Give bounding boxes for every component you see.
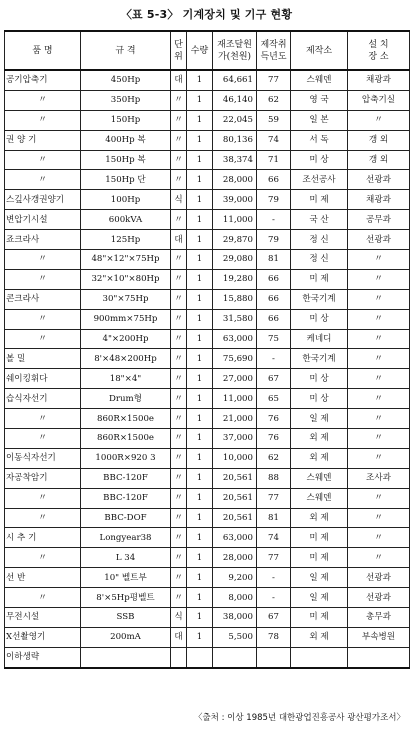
table-row [5,110,410,130]
cell-name: 쉐이킹휘다 [5,369,81,389]
cell-year: - [257,588,291,608]
cell-qty: 1 [187,349,213,369]
cell-place: 부속병원 [348,627,410,647]
table-row [5,389,410,409]
cell-maker: 영 국 [291,90,348,110]
cell-unit: 〃 [171,548,187,568]
cell-maker: 정 신 [291,230,348,250]
cell-maker: 조선공사 [291,170,348,190]
cell-name: 공기압축기 [5,70,81,90]
table-row [5,90,410,110]
cell-spec: 200mA [81,627,171,647]
cell-qty: 1 [187,110,213,130]
cell-unit: 〃 [171,170,187,190]
cell-year: 76 [257,429,291,449]
cell-spec: 860R×1500e [81,429,171,449]
cell-place: 선광과 [348,588,410,608]
cell-qty: 1 [187,269,213,289]
table-title: 〈표 5-3〉 기계장치 및 기구 현황 [120,8,293,21]
cell-price: 37,000 [213,429,257,449]
cell-price: 64,661 [213,70,257,90]
cell-qty: 1 [187,369,213,389]
cell-unit: 〃 [171,488,187,508]
cell-year: 88 [257,468,291,488]
cell-spec: BBC-120F [81,468,171,488]
table-row [5,568,410,588]
cell-maker: 케네디 [291,329,348,349]
cell-spec: 600kVA [81,210,171,230]
cell-spec: 100Hp [81,190,171,210]
cell-maker: 미 제 [291,548,348,568]
cell-place: 〃 [348,488,410,508]
cell-price: 22,045 [213,110,257,130]
table-row [5,548,410,568]
cell-price: 75,690 [213,349,257,369]
cell-name: 〃 [5,488,81,508]
cell-maker [291,647,348,667]
cell-price: 5,500 [213,627,257,647]
cell-name: 자공착암기 [5,468,81,488]
cell-unit: 〃 [171,349,187,369]
cell-qty: 1 [187,329,213,349]
cell-spec: 350Hp [81,90,171,110]
cell-name: 권 양 기 [5,130,81,150]
cell-year: 76 [257,409,291,429]
cell-unit: 〃 [171,409,187,429]
cell-name: 〃 [5,170,81,190]
cell-unit [171,647,187,667]
cell-name: 〃 [5,588,81,608]
table-row [5,70,410,90]
cell-year: 77 [257,70,291,90]
table-row [5,170,410,190]
cell-unit: 〃 [171,329,187,349]
cell-place: 〃 [348,528,410,548]
header-row [5,31,410,70]
cell-qty: 1 [187,90,213,110]
cell-name: 〃 [5,309,81,329]
cell-year: 71 [257,150,291,170]
header-price: 재조달원 가(천원) [213,31,257,70]
cell-spec: 900mm×75Hp [81,309,171,329]
cell-place: 선광과 [348,568,410,588]
cell-year: 59 [257,110,291,130]
cell-name: 죠크라사 [5,230,81,250]
cell-qty: 1 [187,588,213,608]
cell-qty: 1 [187,568,213,588]
cell-place: 〃 [348,409,410,429]
cell-year: 81 [257,250,291,270]
cell-qty: 1 [187,210,213,230]
cell-unit: 〃 [171,528,187,548]
cell-year: 66 [257,289,291,309]
cell-place: 〃 [348,548,410,568]
cell-qty: 1 [187,150,213,170]
cell-place: 선광과 [348,170,410,190]
cell-name: 〃 [5,409,81,429]
table-row [5,488,410,508]
table-row [5,269,410,289]
cell-place: 〃 [348,110,410,130]
cell-year: - [257,349,291,369]
cell-maker: 일 본 [291,110,348,130]
cell-unit: 〃 [171,389,187,409]
table-row [5,608,410,628]
cell-spec: BBC-120F [81,488,171,508]
cell-maker: 미 상 [291,389,348,409]
cell-unit: 〃 [171,568,187,588]
cell-qty: 1 [187,508,213,528]
cell-year: 66 [257,269,291,289]
cell-place: 〃 [348,329,410,349]
cell-unit: 〃 [171,130,187,150]
cell-place: 압축기실 [348,90,410,110]
cell-unit: 〃 [171,429,187,449]
cell-qty: 1 [187,528,213,548]
cell-maker: 스웨덴 [291,468,348,488]
cell-year: 74 [257,130,291,150]
cell-price: 38,374 [213,150,257,170]
cell-qty: 1 [187,429,213,449]
cell-spec: 150Hp [81,110,171,130]
cell-maker: 한국기계 [291,349,348,369]
cell-maker: 미 상 [291,309,348,329]
cell-price: 80,136 [213,130,257,150]
cell-place: 〃 [348,269,410,289]
cell-year: 79 [257,190,291,210]
cell-qty: 1 [187,608,213,628]
cell-price: 28,000 [213,548,257,568]
cell-place: 〃 [348,448,410,468]
cell-spec: Drum형 [81,389,171,409]
cell-name: 〃 [5,90,81,110]
cell-name: 변압기시설 [5,210,81,230]
cell-price: 15,880 [213,289,257,309]
cell-qty: 1 [187,70,213,90]
cell-price: 46,140 [213,90,257,110]
cell-spec: 48"×12"×75Hp [81,250,171,270]
cell-qty: 1 [187,468,213,488]
cell-qty: 1 [187,250,213,270]
header-name: 품 명 [5,31,81,70]
cell-unit: 식 [171,608,187,628]
cell-maker: 국 산 [291,210,348,230]
cell-unit: 〃 [171,250,187,270]
cell-qty: 1 [187,170,213,190]
cell-maker: 미 제 [291,608,348,628]
cell-name: 콘크라사 [5,289,81,309]
cell-maker: 일 제 [291,568,348,588]
cell-qty: 1 [187,130,213,150]
cell-name: 무전시설 [5,608,81,628]
cell-maker: 스웨덴 [291,70,348,90]
cell-place: 〃 [348,250,410,270]
cell-price: 63,000 [213,528,257,548]
table-row [5,627,410,647]
table-row [5,448,410,468]
table-row [5,230,410,250]
cell-name: 〃 [5,508,81,528]
cell-year: 79 [257,230,291,250]
cell-year: 77 [257,548,291,568]
cell-price: 20,561 [213,508,257,528]
cell-unit: 〃 [171,90,187,110]
cell-name: 스깊사갱권양기 [5,190,81,210]
table-row [5,409,410,429]
cell-name: 습식자선기 [5,389,81,409]
cell-name: 〃 [5,250,81,270]
cell-qty: 1 [187,190,213,210]
cell-price: 10,000 [213,448,257,468]
cell-price [213,647,257,667]
cell-qty: 1 [187,448,213,468]
cell-qty: 1 [187,488,213,508]
cell-place: 〃 [348,349,410,369]
cell-unit: 〃 [171,369,187,389]
cell-spec: 450Hp [81,70,171,90]
cell-place: 〃 [348,508,410,528]
cell-place: 채광과 [348,190,410,210]
cell-spec: 150Hp 단 [81,170,171,190]
cell-price: 29,870 [213,230,257,250]
cell-maker: 미 상 [291,150,348,170]
cell-spec: 8'×48×200Hp [81,349,171,369]
equipment-table [4,30,410,669]
table-row [5,349,410,369]
cell-place: 〃 [348,289,410,309]
cell-price: 11,000 [213,389,257,409]
cell-maker: 미 상 [291,369,348,389]
cell-maker: 미 제 [291,190,348,210]
cell-place: 갱 외 [348,150,410,170]
cell-qty: 1 [187,627,213,647]
cell-place: 〃 [348,309,410,329]
cell-name: 선 반 [5,568,81,588]
cell-unit: 대 [171,627,187,647]
cell-year [257,647,291,667]
cell-price: 19,280 [213,269,257,289]
cell-maker: 한국기계 [291,289,348,309]
cell-maker: 외 제 [291,627,348,647]
cell-year: 62 [257,448,291,468]
table-row [5,528,410,548]
cell-qty: 1 [187,289,213,309]
cell-price: 39,000 [213,190,257,210]
cell-maker: 일 제 [291,409,348,429]
cell-name: 〃 [5,548,81,568]
header-year: 제작취 득년도 [257,31,291,70]
cell-place: 〃 [348,429,410,449]
cell-place: 총무과 [348,608,410,628]
cell-unit: 〃 [171,150,187,170]
cell-unit: 〃 [171,269,187,289]
cell-spec: BBC-DOF [81,508,171,528]
cell-unit: 〃 [171,508,187,528]
cell-qty: 1 [187,548,213,568]
cell-spec: Longyear38 [81,528,171,548]
cell-name: 〃 [5,429,81,449]
table-row [5,210,410,230]
cell-unit: 식 [171,190,187,210]
cell-price: 20,561 [213,488,257,508]
cell-unit: 〃 [171,289,187,309]
cell-maker: 일 제 [291,588,348,608]
cell-year: 66 [257,309,291,329]
table-row [5,190,410,210]
header-qty: 수량 [187,31,213,70]
cell-qty: 1 [187,230,213,250]
cell-unit: 〃 [171,448,187,468]
cell-spec: 400Hp 복 [81,130,171,150]
cell-price: 11,000 [213,210,257,230]
cell-spec: 18"×4" [81,369,171,389]
cell-year: 67 [257,608,291,628]
table-row [5,130,410,150]
cell-qty [187,647,213,667]
cell-place: 조사과 [348,468,410,488]
cell-year: 74 [257,528,291,548]
cell-spec: 125Hp [81,230,171,250]
cell-spec: 860R×1500e [81,409,171,429]
source-note: 〈출처 : 이상 1985년 대한광업진흥공사 광산평가조서〉 [193,713,405,723]
cell-spec: 4"×200Hp [81,329,171,349]
cell-place: 〃 [348,369,410,389]
cell-price: 31,580 [213,309,257,329]
cell-spec: SSB [81,608,171,628]
cell-qty: 1 [187,309,213,329]
cell-maker: 미 제 [291,528,348,548]
cell-unit: 〃 [171,110,187,130]
cell-name: 〃 [5,329,81,349]
cell-price: 20,561 [213,468,257,488]
cell-price: 29,080 [213,250,257,270]
cell-maker: 외 제 [291,429,348,449]
table-row [5,588,410,608]
cell-name: 이하생략 [5,647,81,667]
cell-place: 선광과 [348,230,410,250]
header-spec: 규 격 [81,31,171,70]
cell-maker: 정 신 [291,250,348,270]
cell-maker: 스웨덴 [291,488,348,508]
table-row [5,150,410,170]
cell-unit: 〃 [171,468,187,488]
cell-unit: 〃 [171,309,187,329]
table-row [5,429,410,449]
cell-name: 〃 [5,269,81,289]
cell-year: 66 [257,170,291,190]
cell-year: - [257,568,291,588]
cell-name: 〃 [5,150,81,170]
cell-spec: 1000R×920 3 [81,448,171,468]
cell-name: 〃 [5,110,81,130]
cell-place [348,647,410,667]
cell-price: 63,000 [213,329,257,349]
cell-spec: 8'×5Hp평벨트 [81,588,171,608]
cell-price: 8,000 [213,588,257,608]
cell-qty: 1 [187,389,213,409]
cell-name: 이동식자선기 [5,448,81,468]
cell-price: 28,000 [213,170,257,190]
cell-spec: L 34 [81,548,171,568]
cell-unit: 〃 [171,210,187,230]
cell-place: 갱 외 [348,130,410,150]
cell-price: 9,200 [213,568,257,588]
cell-spec [81,647,171,667]
table-row [5,508,410,528]
table-row [5,647,410,667]
cell-place: 〃 [348,389,410,409]
cell-place: 채광과 [348,70,410,90]
table-row [5,329,410,349]
cell-maker: 서 독 [291,130,348,150]
cell-maker: 외 제 [291,508,348,528]
cell-place: 공무과 [348,210,410,230]
cell-name: 시 추 기 [5,528,81,548]
cell-spec: 32"×10"×80Hp [81,269,171,289]
cell-year: - [257,210,291,230]
cell-unit: 대 [171,70,187,90]
cell-spec: 150Hp 복 [81,150,171,170]
table-row [5,468,410,488]
cell-qty: 1 [187,409,213,429]
cell-price: 21,000 [213,409,257,429]
cell-year: 77 [257,488,291,508]
cell-year: 81 [257,508,291,528]
cell-year: 78 [257,627,291,647]
header-place: 설 치 장 소 [348,31,410,70]
cell-unit: 〃 [171,588,187,608]
cell-name: X선촬영기 [5,627,81,647]
cell-spec: 30"×75Hp [81,289,171,309]
header-unit: 단 위 [171,31,187,70]
table-row [5,250,410,270]
header-maker: 제작소 [291,31,348,70]
cell-maker: 미 제 [291,269,348,289]
cell-spec: 10" 벨트부 [81,568,171,588]
cell-name: 볼 밀 [5,349,81,369]
cell-year: 75 [257,329,291,349]
table-body [5,70,410,668]
table-row [5,309,410,329]
cell-year: 67 [257,369,291,389]
cell-year: 65 [257,389,291,409]
cell-price: 27,000 [213,369,257,389]
cell-year: 62 [257,90,291,110]
table-row [5,289,410,309]
cell-unit: 대 [171,230,187,250]
table-row [5,369,410,389]
cell-price: 38,000 [213,608,257,628]
cell-maker: 외 제 [291,448,348,468]
